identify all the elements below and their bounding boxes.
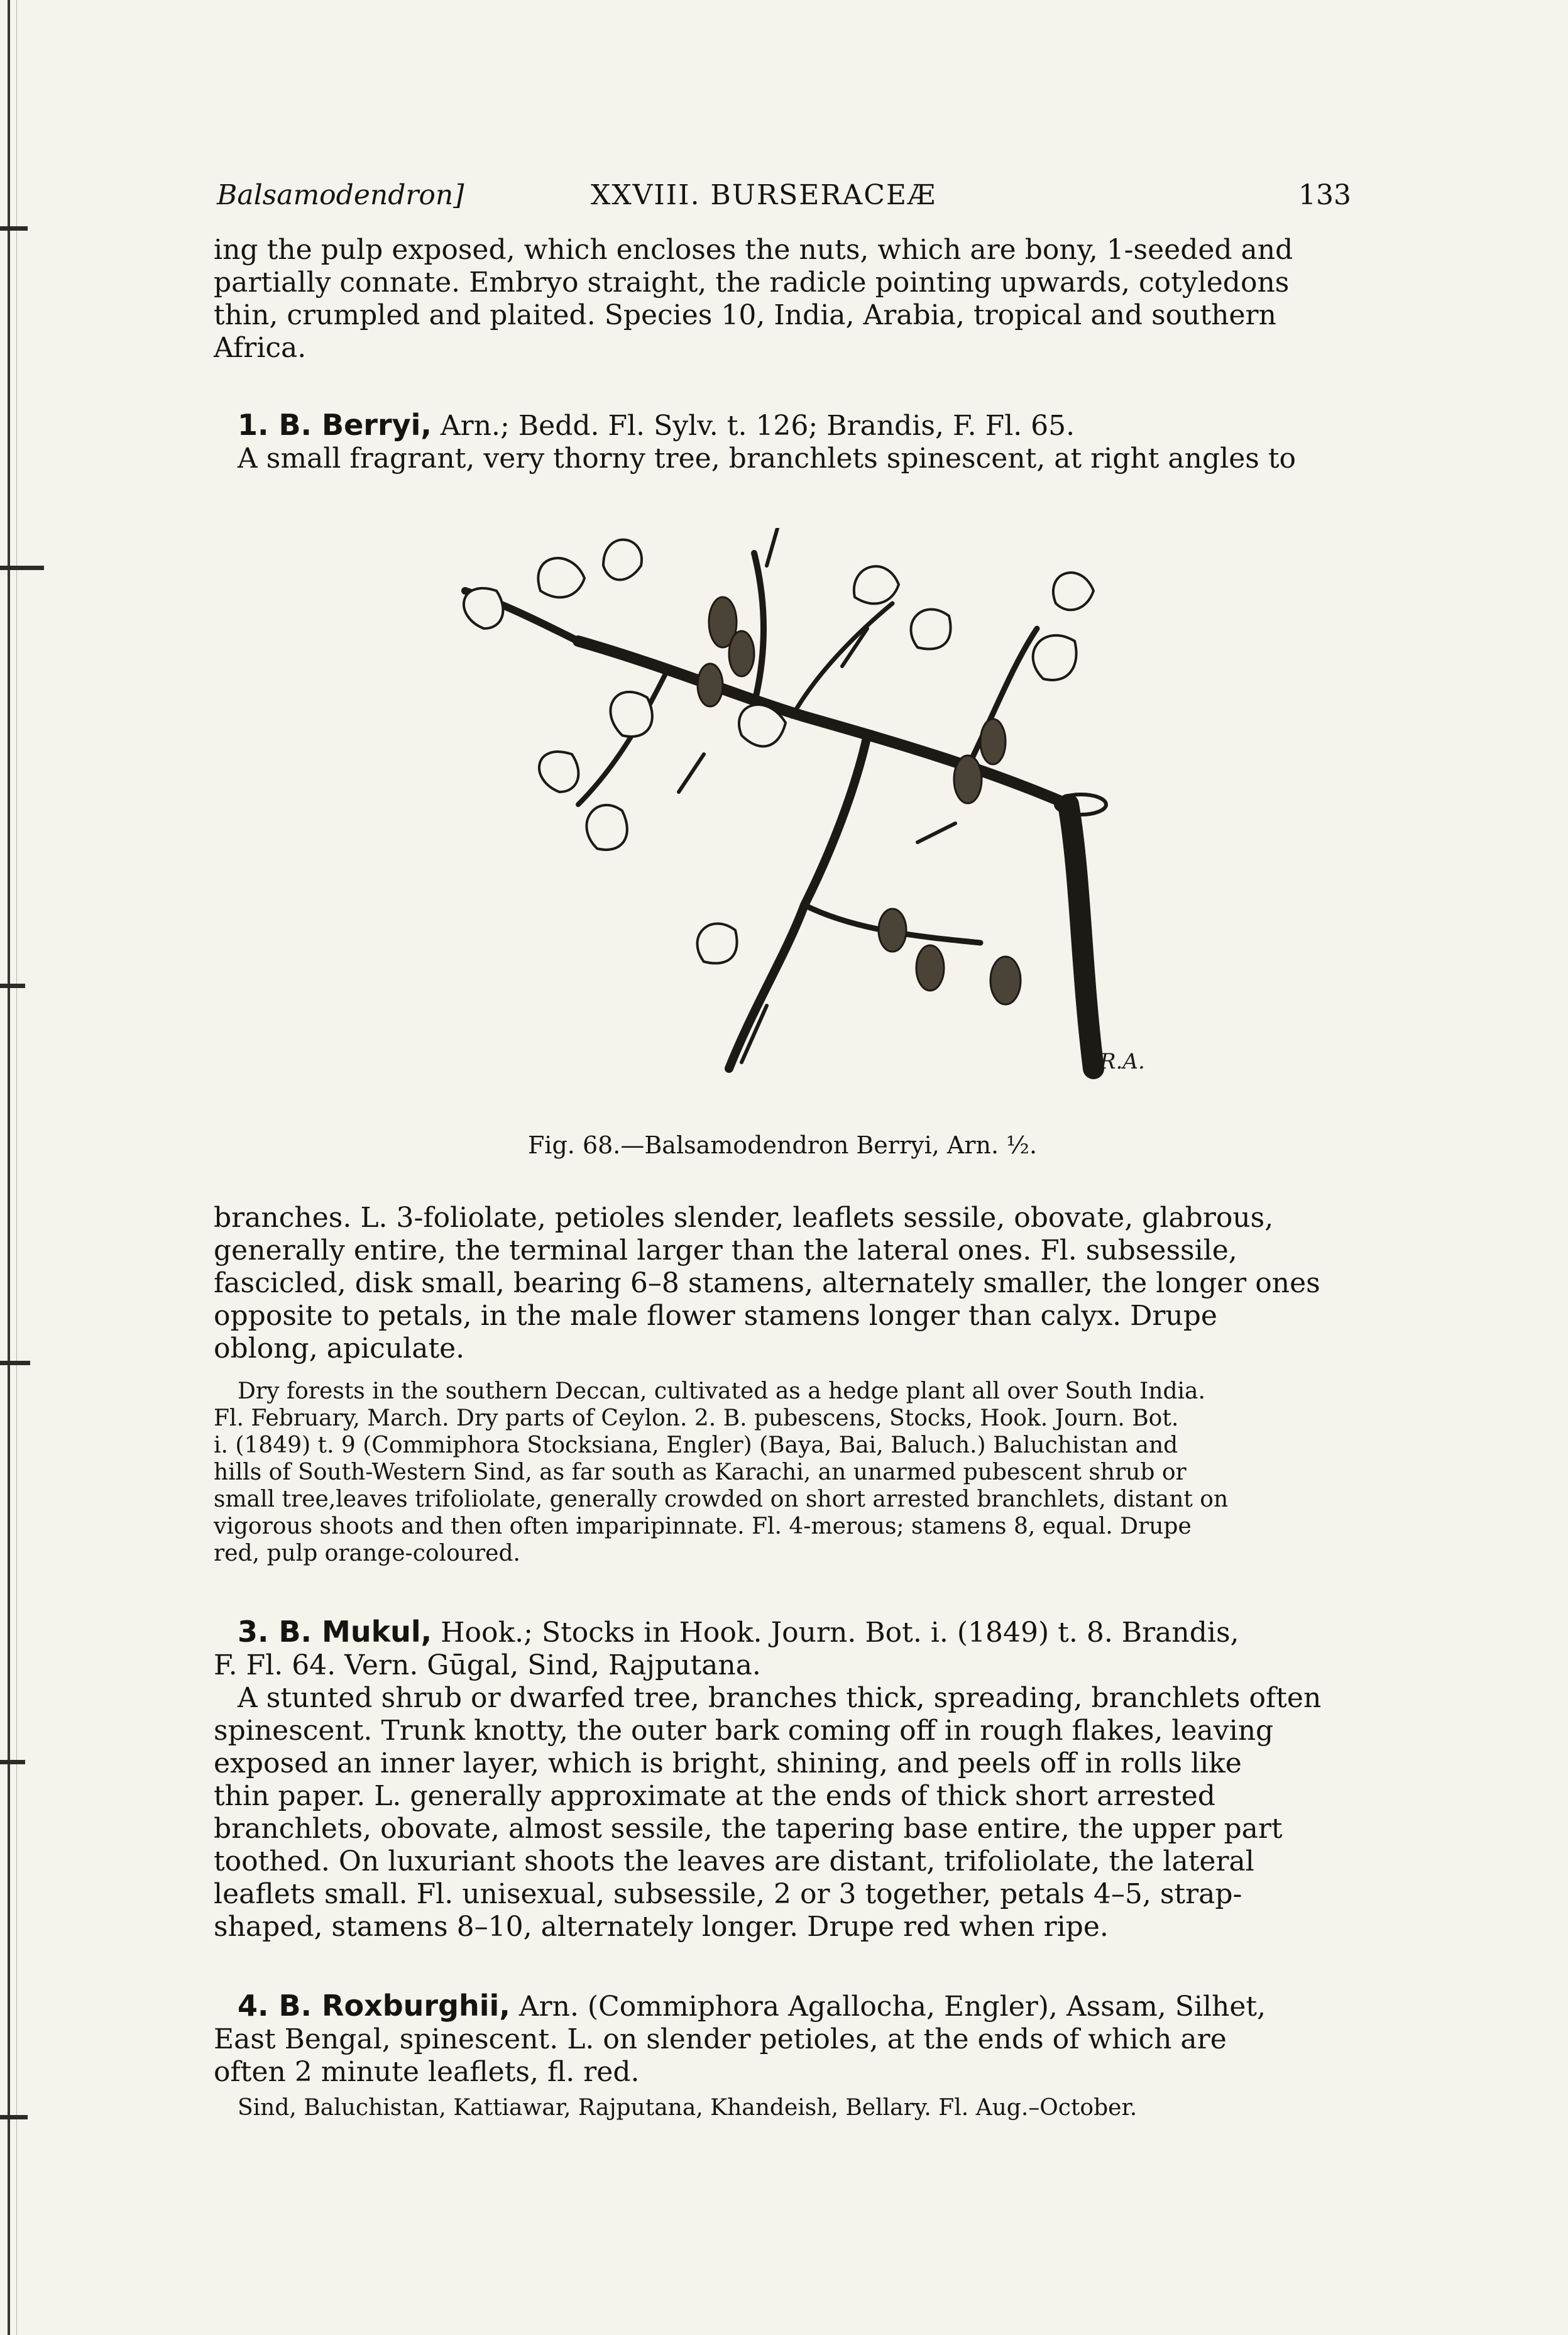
text-line: red, pulp orange-coloured. [214, 1541, 520, 1566]
botanical-illustration [415, 528, 1169, 1106]
margin-mark [0, 984, 25, 988]
text-line: small tree,leaves trifoliolate, generally crowded on short arrested branchlets, distant on [214, 1486, 1229, 1512]
text-line: thin, crumpled and plaited. Species 10, India, Arabia, tropical and southern [214, 299, 1276, 331]
species-1-first-line: A small fragrant, very thorny tree, branchlets spinescent, at right angles to [238, 442, 1296, 475]
text-line: Africa. [214, 332, 307, 364]
species-3-citation: Hook.; Stocks in Hook. Journ. Bot. i. (1849) t. 8. Brandis, [441, 1617, 1239, 1649]
species-1-description [214, 1202, 1351, 1365]
text-line: hills of South-Western Sind, as far south as Karachi, an unarmed pubescent shrub or [214, 1459, 1187, 1485]
species-1-citation: Arn.; Bedd. Fl. Sylv. t. 126; Brandis, F. Fl. 65. [440, 410, 1075, 442]
text-line: generally entire, the terminal larger than the lateral ones. Fl. subsessile, [214, 1234, 1237, 1266]
header-genus: Balsamodendron] [217, 179, 464, 211]
book-spine-shadow [16, 0, 17, 2335]
text-line: A stunted shrub or dwarfed tree, branches thick, spreading, branchlets often [238, 1682, 1322, 1714]
running-header [214, 179, 1351, 217]
species-4-name: 4. B. Roxburghii, [238, 1989, 510, 2023]
text-line: Sind, Baluchistan, Kattiawar, Rajputana, Khandeish, Bellary. Fl. Aug.–October. [238, 2095, 1138, 2121]
text-line: thin paper. L. generally approximate at the ends of thick short arrested [214, 1780, 1215, 1812]
species-1-distribution-note [214, 1378, 1351, 1567]
text-line: fascicled, disk small, bearing 6–8 stamens, alternately smaller, the longer ones [214, 1267, 1320, 1299]
text-line: shaped, stamens 8–10, alternately longer. Drupe red when ripe. [214, 1911, 1109, 1943]
species-1-name: 1. B. Berryi, [238, 408, 432, 442]
text-line: spinescent. Trunk knotty, the outer bark coming off in rough flakes, leaving [214, 1715, 1274, 1747]
text-line: Fl. February, March. Dry parts of Ceylon. 2. B. pubescens, Stocks, Hook. Journ. Bot. [214, 1405, 1179, 1431]
book-spine-edge [8, 0, 10, 2335]
text-line: exposed an inner layer, which is bright, shining, and peels off in rolls like [214, 1747, 1242, 1779]
margin-mark [0, 1760, 25, 1764]
text-line: often 2 minute leaflets, fl. red. [214, 2056, 640, 2088]
text-line: branches. L. 3-foliolate, petioles slender, leaflets sessile, obovate, glabrous, [214, 1202, 1274, 1234]
text-line: leaflets small. Fl. unisexual, subsessile, 2 or 3 together, petals 4–5, strap- [214, 1878, 1242, 1910]
intro-paragraph [214, 234, 1351, 365]
species-4-entry [214, 1989, 1351, 2089]
text-line: partially connate. Embryo straight, the radicle pointing upwards, cotyledons [214, 266, 1290, 299]
text-line: branchlets, obovate, almost sessile, the tapering base entire, the upper part [214, 1813, 1283, 1845]
illustrator-initials: R.A. [1100, 1049, 1145, 1074]
figure-caption: Fig. 68.—Balsamodendron Berryi, Arn. ½. [527, 1131, 1038, 1159]
text-line: vigorous shoots and then often imparipinnate. Fl. 4-merous; stamens 8, equal. Drupe [214, 1514, 1192, 1539]
text-line: i. (1849) t. 9 (Commiphora Stocksiana, Engler) (Baya, Bai, Baluch.) Baluchistan and [214, 1432, 1178, 1458]
species-3-name: 3. B. Mukul, [238, 1615, 432, 1649]
text-line: Dry forests in the southern Deccan, cultivated as a hedge plant all over South India. [238, 1378, 1205, 1404]
text-line: opposite to petals, in the male flower stamens longer than calyx. Drupe [214, 1300, 1217, 1332]
margin-mark [0, 2115, 28, 2119]
text-line: ing the pulp exposed, which encloses the nuts, which are bony, 1-seeded and [214, 234, 1293, 266]
species-3-entry [214, 1615, 1351, 1943]
species-4-citation: Arn. (Commiphora Agallocha, Engler), Assam, Silhet, [518, 1991, 1266, 2023]
text-line: F. Fl. 64. Vern. Gūgal, Sind, Rajputana. [214, 1649, 761, 1681]
species-4-distribution-note [214, 2094, 1351, 2121]
margin-mark [0, 1361, 30, 1365]
text-line: oblong, apiculate. [214, 1332, 465, 1365]
margin-mark [0, 566, 44, 570]
margin-mark [0, 226, 28, 231]
species-1-heading [214, 409, 1351, 475]
header-family: XXVIII. BURSERACEÆ [591, 179, 937, 211]
text-line: toothed. On luxuriant shoots the leaves are distant, trifoliolate, the lateral [214, 1845, 1254, 1877]
text-line: East Bengal, spinescent. L. on slender petioles, at the ends of which are [214, 2023, 1227, 2055]
page-number: 133 [1298, 179, 1351, 211]
